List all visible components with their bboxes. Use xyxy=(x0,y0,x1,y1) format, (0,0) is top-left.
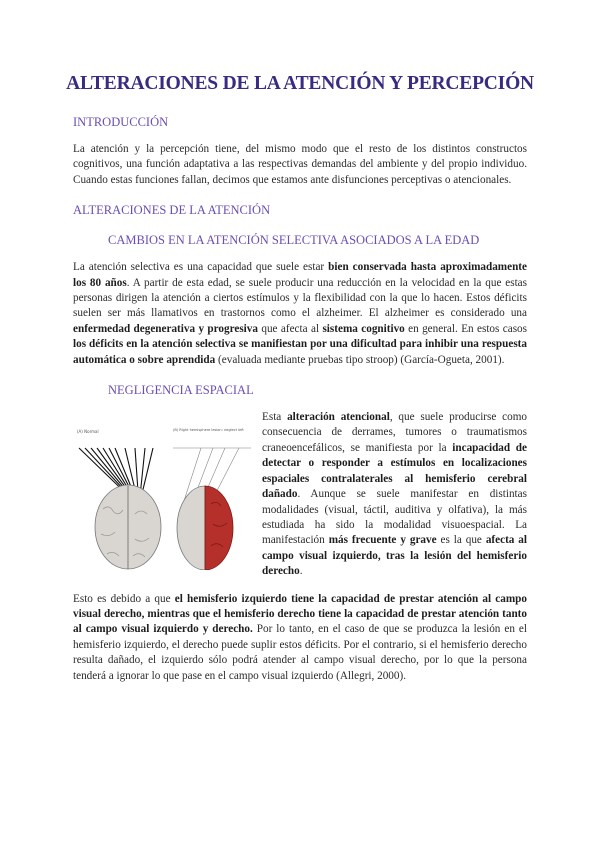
text-segment: La atención selectiva es una capacidad que suele estar xyxy=(73,261,329,274)
heading-introduccion: INTRODUCCIÓN xyxy=(73,115,169,129)
text-segment: Esto es debido a que xyxy=(73,592,175,605)
heading-alteraciones-atencion: ALTERACIONES DE LA ATENCIÓN xyxy=(73,203,271,218)
figure-label-b: (B) Right hemisphere lesion: neglect left xyxy=(173,428,244,433)
text-segment: es la que xyxy=(436,534,486,547)
text-segment: . Aunque se suele manifestar en distintas modalidades (visual, táctil, auditiva y olfativa), la más estudiada ha sido la modalidad visuoespacial. La manifestación xyxy=(262,488,527,547)
text-segment: que afecta al xyxy=(257,322,323,335)
text-segment: Por lo tanto, en el caso de que se produzca la lesión en el hemisferio izquierdo, el derecho puede suplir estos déficits. Por el contrario, si el hemisferio derecho resulta dañado, el izquierdo sólo podrá atender al campo visual derecho, por lo que la persona tenderá a ignorar lo que pase en el campo visual izquierdo (Allegri, 2000). xyxy=(73,623,527,682)
bold-text-segment: los déficits en la atención selectiva se manifiestan por una dificultad para inhibir una respuesta automática o sobre aprendida xyxy=(73,338,527,366)
bold-text-segment: sistema cognitivo xyxy=(322,322,405,335)
intro-paragraph xyxy=(73,142,527,188)
text-segment: , que suele producirse como consecuencia de derrames, tumores o traumatismos craneoencefálicos, se manifiesta por la xyxy=(262,411,528,454)
text-segment: (evaluada mediante pruebas tipo stroop) (García-Ogueta, 2001). xyxy=(215,353,505,366)
neglect-side-paragraph xyxy=(262,410,527,579)
text-segment: Esta xyxy=(262,411,288,424)
brain-normal-icon xyxy=(95,485,161,569)
bold-text-segment: más frecuente y grave xyxy=(328,534,437,547)
bold-text-segment: alteración atencional xyxy=(287,411,390,424)
bold-text-segment: afecta al campo visual izquierdo, tras la lesión del hemisferio derecho xyxy=(262,534,528,578)
bold-text-segment: bien conservada hasta aproximadamente los 80 años xyxy=(73,261,527,289)
figure-label-a: (A) Normal xyxy=(77,429,99,435)
heading-atencion-selectiva: CAMBIOS EN LA ATENCIÓN SELECTIVA ASOCIADOS A LA EDAD xyxy=(108,233,480,248)
text-segment: La atención y la percepción tiene, del mismo modo que el resto de los distintos constructos cognitivos, una función adaptativa a las respectivas demandas del ambiente y del propio individuo. Cuando estas funciones fallan, decimos que estamos ante disfunciones perceptivas o atencionales. xyxy=(73,143,527,186)
text-segment: . A partir de esta edad, se suele producir una reducción en la velocidad en la que estas personas dirigen la atención a ciertos estímulos y la flexibilidad con la que lo hacen. Estos déficits suelen ser más llamativos en trastornos como el alzheimer. El alzheimer es considerado una xyxy=(73,276,527,320)
heading-negligencia-espacial: NEGLIGENCIA ESPACIAL xyxy=(108,383,254,398)
page-title: ALTERACIONES DE LA ATENCIÓN Y PERCEPCIÓN xyxy=(66,73,534,94)
bold-text-segment: incapacidad de detectar o responder a estímulos en localizaciones espaciales contralaterales al hemisferio cerebral dañado xyxy=(262,441,527,501)
brain-neglect-figure xyxy=(73,424,256,570)
selective-attention-paragraph xyxy=(73,260,527,368)
neglect-section xyxy=(73,410,527,579)
brain-lesion-icon xyxy=(177,486,233,570)
text-segment: en general. En estos casos xyxy=(404,322,527,335)
bold-text-segment: el hemisferio izquierdo tiene la capacidad de prestar atención al campo visual derecho, mientras que el hemisferio derecho tiene la capacidad de prestar atención tanto al campo visual izquierdo y derecho. xyxy=(73,592,527,636)
bold-text-segment: enfermedad degenerativa y progresiva xyxy=(73,322,258,335)
text-segment: . xyxy=(299,565,303,578)
neglect-paragraph xyxy=(73,592,527,684)
